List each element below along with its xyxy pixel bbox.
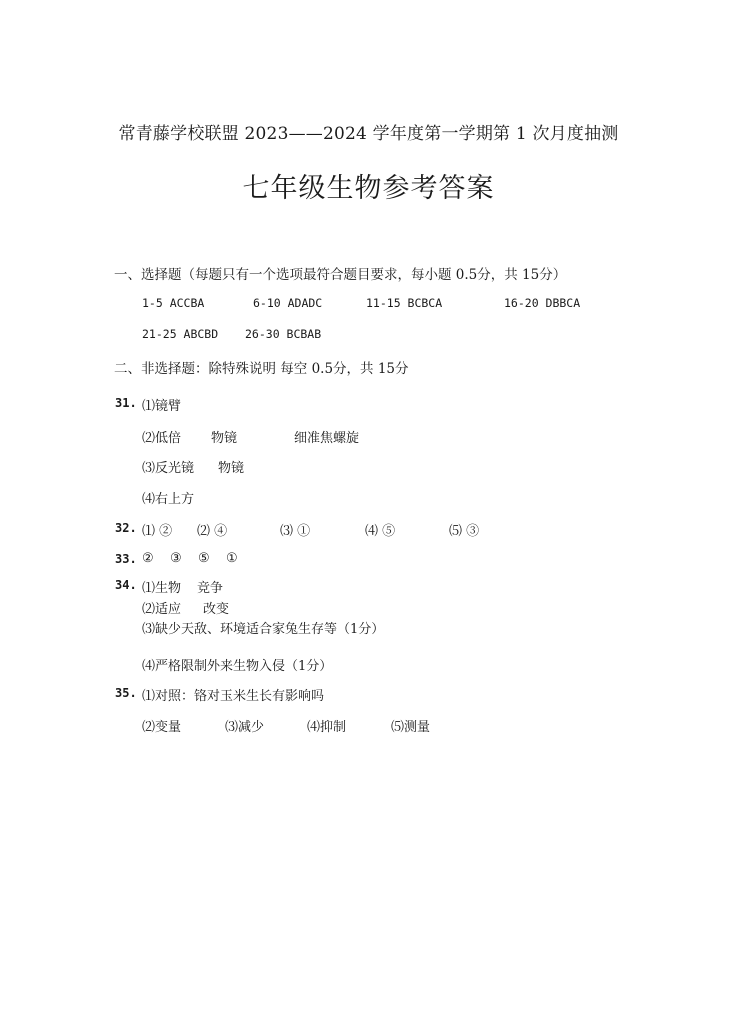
answer-line-4: ⑷严格限制外来生物入侵（1分） [142, 659, 333, 674]
answer-item: ⑶反光镜 [142, 461, 195, 476]
answer-line-1: ⑴对照：铬对玉米生长有影响吗 [142, 689, 325, 704]
answer-item: 细准焦螺旋 [294, 431, 360, 446]
answer-item: 改变 [203, 602, 230, 617]
answer-line-4: ⑷右上方 [142, 492, 195, 507]
mc-answer-group: 21-25 ABCBD [142, 327, 219, 341]
answer-item: ⑸ ③ [449, 524, 480, 539]
section-2-heading: 二、非选择题：除特殊说明 每空 0.5分，共 15分 [114, 361, 409, 377]
answer-item: ⑵适应 [142, 602, 182, 617]
answer-item: ⑵变量 [142, 720, 182, 735]
answer-item: ⑤ [198, 551, 210, 566]
section-1-heading: 一、选择题（每题只有一个选项最符合题目要求，每小题 0.5分，共 15分） [114, 267, 567, 283]
answer-item: ② [142, 551, 154, 566]
answer-item: ⑷ ⑤ [365, 524, 396, 539]
exam-header-line: 常青藤学校联盟 2023——2024 学年度第一学期第 1 次月度抽测 [118, 124, 619, 144]
answer-item: 物镜 [218, 461, 245, 476]
mc-answer-group: 6-10 ADADC [253, 296, 323, 310]
question-number: 31. [115, 396, 137, 410]
answer-item: ⑸测量 [391, 720, 431, 735]
answer-item: 物镜 [211, 431, 238, 446]
mc-answer-group: 1-5 ACCBA [142, 296, 205, 310]
question-number: 33. [115, 552, 137, 566]
answer-item: ⑷抑制 [307, 720, 347, 735]
mc-answer-group: 11-15 BCBCA [366, 296, 443, 310]
answer-item: 竞争 [197, 581, 224, 596]
answer-line-1: ⑴镜臂 [142, 399, 182, 414]
answer-item: ⑵低倍 [142, 431, 182, 446]
question-number: 34. [115, 578, 137, 592]
question-number: 32. [115, 521, 137, 535]
answer-line-3: ⑶缺少天敌、环境适合家兔生存等（1分） [142, 622, 385, 637]
answer-item: ⑶减少 [225, 720, 265, 735]
answer-item: ⑴ ② [142, 524, 173, 539]
answer-item: ① [226, 551, 238, 566]
answer-item: ⑶ ① [280, 524, 311, 539]
answer-item: ⑵ ④ [197, 524, 228, 539]
mc-answer-group: 26-30 BCBAB [245, 327, 322, 341]
document-title: 七年级生物参考答案 [242, 173, 495, 204]
mc-answer-group: 16-20 DBBCA [504, 296, 581, 310]
answer-item: ⑴生物 [142, 581, 182, 596]
question-number: 35. [115, 686, 137, 700]
answer-item: ③ [170, 551, 182, 566]
